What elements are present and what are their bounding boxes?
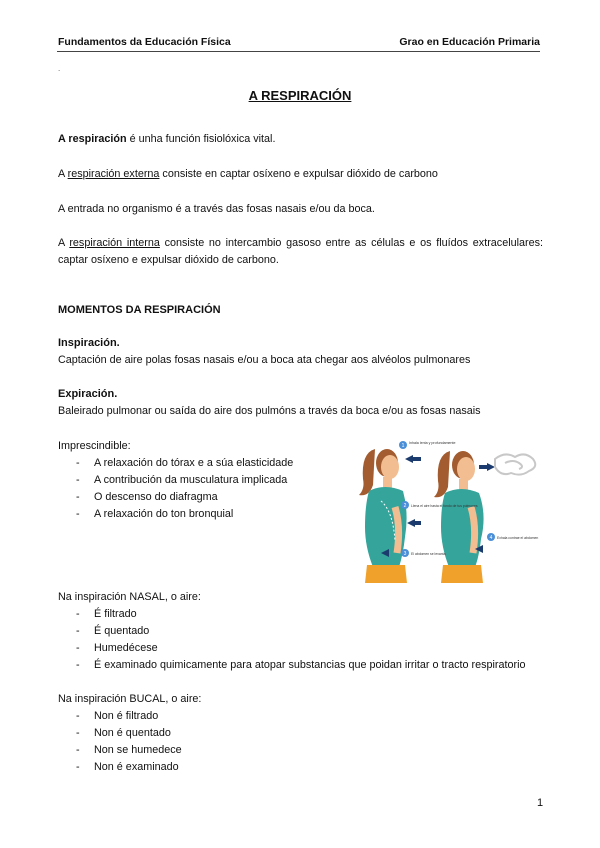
inspiration-title: Inspiración. xyxy=(58,337,120,349)
essential-label: Imprescindible: xyxy=(58,440,131,452)
list-item: - Non é quentado xyxy=(58,725,182,742)
list-item: - É examinado quimicamente para atopar substancias que poidan irritar o tracto respiratorio xyxy=(58,657,526,674)
expiration-title: Expiración. xyxy=(58,388,118,400)
header-degree-title: Grao en Educación Primaria xyxy=(399,36,540,48)
list-item: - Humedécese xyxy=(58,640,526,657)
list-item: - É filtrado xyxy=(58,606,526,623)
step-number: 3 xyxy=(403,551,407,557)
header-course-title: Fundamentos da Educación Física xyxy=(58,36,231,48)
paragraph-definition xyxy=(58,131,275,148)
step2-label: Llena el aire hasta el fondo de tus pulmones xyxy=(411,504,478,508)
paragraph-entry: A entrada no organismo é a través das fosas nasais e/ou da boca. xyxy=(58,203,375,215)
external-prefix: A xyxy=(58,168,68,180)
essential-list xyxy=(58,455,293,523)
list-item: - Non se humedece xyxy=(58,742,182,759)
inspiration-text: Captación de aire polas fosas nasais e/ou a boca ata chegar aos alvéolos pulmonares xyxy=(58,354,471,366)
internal-text: consiste no intercambio gasoso entre as células e os fluídos extracelulares: captar osíxeno e expulsar dióxido de carbono. xyxy=(58,237,544,266)
internal-term: respiración interna xyxy=(69,237,160,249)
exhaled-air-icon xyxy=(495,454,535,474)
step-number: 2 xyxy=(403,503,407,509)
list-item: - A relaxación do ton bronquial xyxy=(58,506,293,523)
figure-inhale xyxy=(359,449,421,583)
paragraph-external xyxy=(58,166,438,183)
expiration-text: Baleirado pulmonar ou saída do aire dos pulmóns a través da boca e/ou as fosas nasais xyxy=(58,405,481,417)
breathing-illustration xyxy=(345,437,545,583)
step1-label: Inhala lenta y profundamente xyxy=(409,441,456,445)
external-text: consiste en captar osíxeno e expulsar dióxido de carbono xyxy=(159,168,438,180)
bucal-label: Na inspiración BUCAL, o aire: xyxy=(58,693,202,705)
step4-label: Exhala contrae el abdomen xyxy=(497,536,539,540)
external-term: respiración externa xyxy=(67,168,160,180)
header-divider xyxy=(57,51,540,52)
step3-label: El abdomen se levanta xyxy=(411,552,446,556)
nasal-label: Na inspiración NASAL, o aire: xyxy=(58,591,201,603)
definition-term: A respiración xyxy=(58,133,127,145)
bucal-list xyxy=(58,708,182,776)
paragraph-internal xyxy=(58,235,543,269)
page-title: A RESPIRACIÓN xyxy=(248,88,352,103)
step-number: 1 xyxy=(401,443,405,449)
list-item: - A relaxación do tórax e a súa elasticidade xyxy=(58,455,293,472)
list-item: - É quentado xyxy=(58,623,526,640)
internal-prefix: A xyxy=(58,237,70,249)
moments-heading: MOMENTOS DA RESPIRACIÓN xyxy=(58,304,221,316)
list-item: - Non é examinado xyxy=(58,759,182,776)
definition-text: é unha función fisiolóxica vital. xyxy=(126,133,276,145)
corner-mark: . xyxy=(58,64,61,73)
step-number: 4 xyxy=(489,535,493,541)
list-item: - O descenso do diafragma xyxy=(58,489,293,506)
list-item: - A contribución da musculatura implicada xyxy=(58,472,293,489)
list-item: - Non é filtrado xyxy=(58,708,182,725)
figure-exhale xyxy=(434,451,535,583)
nasal-list xyxy=(58,606,526,674)
page-number: 1 xyxy=(537,797,544,809)
